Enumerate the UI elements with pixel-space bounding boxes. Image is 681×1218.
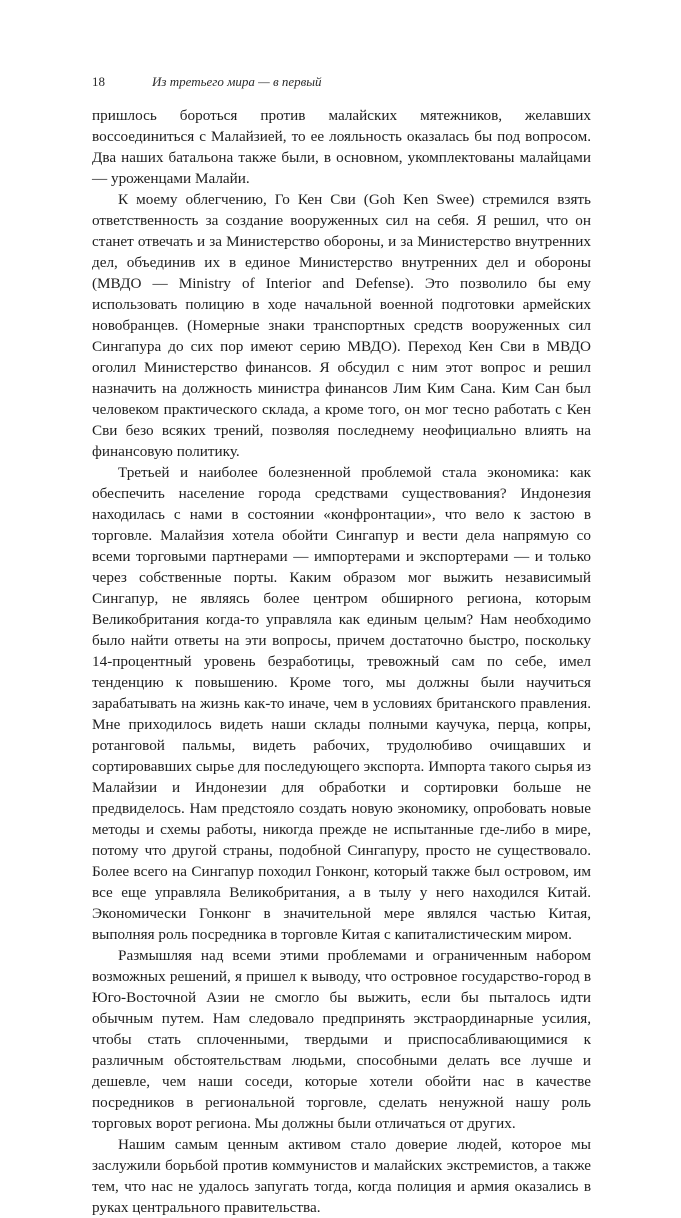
paragraph-5: Нашим самым ценным активом стало доверие людей, которое мы заслужили борьбой против коммунистов и малайских экстремистов, а также тем, что нас не удалось запугать тогда, когда полиция и армия оказались в руках центрального правительства.: [92, 1136, 591, 1216]
body-text: [92, 105, 591, 1218]
running-head: [92, 74, 590, 90]
running-title: Из третьего мира — в первый: [152, 74, 322, 89]
paragraph-2: К моему облегчению, Го Кен Сви (Goh Ken Swee) стремился взять ответственность за создание вооруженных сил на себя. Я решил, что он станет отвечать и за Министерство обороны, и за Министерство внутренних дел, объединив их в единое Министерство внутренних дел и обороны (МВДО — Ministry of Interior and Defense). Это позволило бы ему использовать полицию в ходе начальной военной подготовки армейских новобранцев. (Номерные знаки транспортных средств вооруженных сил Сингапура до сих пор имеют серию МВДО). Переход Кен Сви в МВДО оголил Министерство финансов. Я обсудил с ним этот вопрос и решил назначить на должность министра финансов Лим Ким Сана. Ким Сан был человеком практического склада, а кроме того, он мог тесно работать с Кен Сви безо всяких трений, позволяя последнему неофициально влиять на финансовую политику.: [92, 191, 591, 460]
paragraph-3: Третьей и наиболее болезненной проблемой стала экономика: как обеспечить население города средствами существования? Индонезия находилась с нами в состоянии «конфронтации», что вело к застою в торговле. Малайзия хотела обойти Сингапур и вести дела напрямую со всеми торговыми партнерами — импортерами и экспортерами — и только через собственные порты. Каким образом мог выжить независимый Сингапур, не являясь более центром обширного региона, которым Великобритания когда-то управляла как единым целым? Нам необходимо было найти ответы на эти вопросы, причем достаточно быстро, поскольку 14-процентный уровень безработицы, тревожный сам по себе, имел тенденцию к повышению. Кроме того, мы должны были научиться зарабатывать на жизнь как-то иначе, чем в условиях британского правления. Мне приходилось видеть наши склады полными каучука, перца, копры, ротанговой пальмы, видеть рабочих, трудолюбиво очищавших и сортировавших сырье для последующего экспорта. Импорта такого сырья из Малайзии и Индонезии для обработки и сортировки больше не предвиделось. Нам предстояло создать новую экономику, опробовать новые методы и схемы работы, никогда прежде не испытанные где-либо в мире, потому что другой страны, подобной Сингапуру, просто не существовало. Более всего на Сингапур походил Гонконг, который также был островом, им все еще управляла Великобритания, а в тылу у него находился Китай. Экономически Гонконг в значительной мере являлся частью Китая, выполняя роль посредника в торговле Китая с капиталистическим миром.: [92, 464, 591, 943]
paragraph-4: Размышляя над всеми этими проблемами и ограниченным набором возможных решений, я пришел к выводу, что островное государство-город в Юго-Восточной Азии не смогло бы выжить, если бы пыталось идти обычным путем. Нам следовало предпринять экстраординарные усилия, чтобы стать сплоченными, твердыми и приспосабливающимися к различным обстоятельствам людьми, способными делать все лучше и дешевле, чем наши соседи, которые хотели обойти нас в качестве посредников в региональной торговле, сделать ненужной нашу роль торговых ворот региона. Мы должны были отличаться от других.: [92, 947, 591, 1132]
page-number: 18: [92, 74, 105, 89]
paragraph-1: пришлось бороться против малайских мятежников, желавших воссоединиться с Малайзией, то ее лояльность оказалась бы под вопросом. Два наших батальона также были, в основном, укомплектованы малайцами — уроженцами Малайи.: [92, 107, 591, 187]
